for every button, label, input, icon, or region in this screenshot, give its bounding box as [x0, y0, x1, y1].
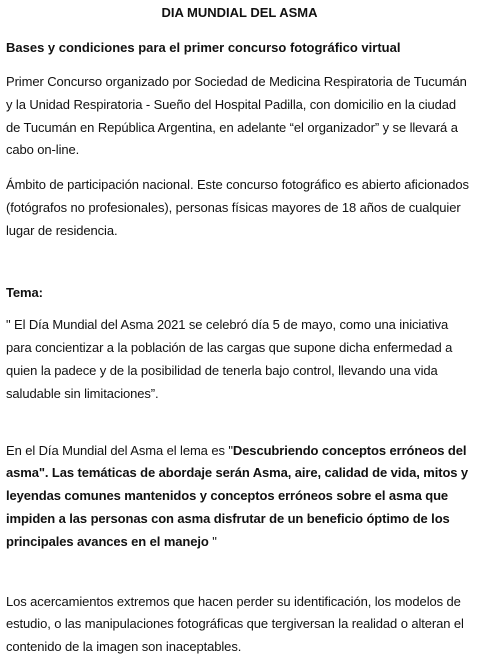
- intro-paragraph: Primer Concurso organizado por Sociedad de Medicina Respiratoria de Tucumán y la Unidad Respiratoria - Sueño del Hospital Padilla, con domicilio en la ciudad de Tucumán en República Argentina, en adelante “el organizador” y se llevará a cabo on-line.: [6, 74, 467, 158]
- lema-paragraph: [6, 440, 473, 554]
- document-page: [0, 3, 483, 668]
- tema-quote-paragraph: " El Día Mundial del Asma 2021 se celebró día 5 de mayo, como una iniciativa para concientizar a la población de las cargas que supone dicha enfermedad a quien la padece y de la posibilidad de tenerla bajo control, llevando una vida saludable sin limitaciones”.: [6, 317, 453, 401]
- tema-heading: [6, 282, 473, 305]
- tema-label: Tema: [6, 284, 39, 300]
- lema-bold-text: Descubriendo conceptos erróneos del asma". Las temáticas de abordaje serán Asma, aire, calidad de vida, mitos y leyendas comunes mantenidos y conceptos erróneos sobre el asma que impiden a las personas con asma disfrutar de un beneficio óptimo de los principales avances en el manejo: [6, 442, 469, 549]
- final-paragraph: Los acercamientos extremos que hacen perder su identificación, los modelos de estudio, o las manipulaciones fotográficas que tergiversan la realidad o alteran el contenido de la imagen son inaceptables.: [6, 593, 464, 655]
- document-subtitle: Bases y condiciones para el primer concurso fotográfico virtual: [6, 40, 401, 55]
- document-title: DIA MUNDIAL DEL ASMA: [161, 5, 318, 20]
- lema-prefix: En el Día Mundial del Asma el lema es ": [6, 442, 233, 458]
- tema-colon: :: [38, 284, 43, 300]
- lema-suffix: ": [208, 533, 217, 549]
- ambito-paragraph: Ámbito de participación nacional. Este concurso fotográfico es abierto aficionados (fotógrafos no profesionales), personas físicas mayores de 18 años de cualquier lugar de residencia.: [6, 177, 469, 238]
